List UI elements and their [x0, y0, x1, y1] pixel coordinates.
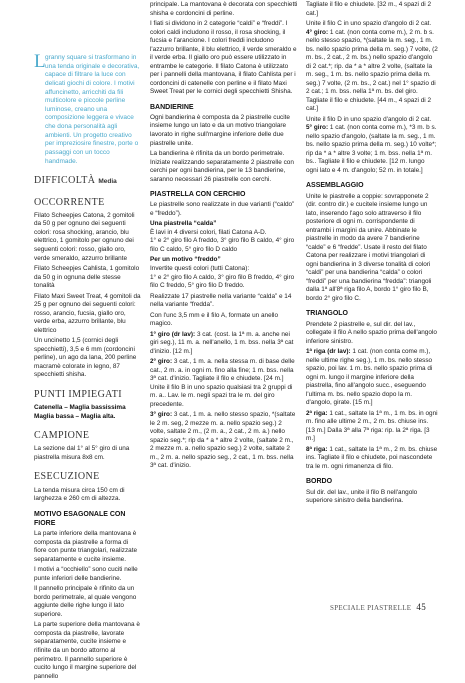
occorrente-text-4: Un uncinetto 1,5 (cornici degli specchietti), 3,5 e 6 mm (cordoncini perline), un ago da lana, 200 perline macramè colorate in legno, 87 specchietti shisha.	[34, 337, 137, 379]
campione-text: La sezione dal 1° al 5° giro di una piastrella misura 8x8 cm.	[34, 445, 130, 461]
giro-2	[150, 358, 298, 409]
campione-heading: CAMPIONE	[34, 430, 90, 442]
motivo-text-2: I motivi a “occhiello” sono cuciti nelle punte inferiori delle bandierine.	[34, 566, 138, 582]
bandierine-heading: BANDIERINE	[150, 103, 194, 111]
difficolta-heading	[34, 174, 142, 187]
assemblaggio-text: Unite le piastrelle a coppie: sovrapponete 2 (dir. contro dir.) e cucitele insieme lungo un lato, inserendo l'ago solo attraverso il filo posteriore di ogni m. corrispondente di entrambi i margini da unire. Abbinate le piastrelle in modo da avere 7 bandierine “calde” e 6 “fredde”. Usate il resto del filato Catona per realizzare i motivi triangolari di ogni bandierina in 3 diverse tonalità di colori “caldi” per una bandierina “calda” o colori “freddi” per una bandierina “fredda”: triangoli dalla 1ª all'8ª riga filo A, bordo 1° giro filo B, bordo 2° giro filo C.	[306, 192, 432, 302]
giro-3-text: 3 cat., 1 m. a. nello stesso spazio, *(saltate le 2 m. seg, 2 mezze m. a. nello spazio seg.) 2 volte, saltate 2 m., (2 m. a., 2 cat., 2 m. a.) nello spazio seg.*; rip da * a * altre 2 volte, (saltate 2 m., 2 mezze m. a. nello spazio seg.) 2 volte, saltate 2 m., 2 m. a. nello spazio seg., 2 cat., 1 m. bss. nella 3ª cat. d'inizio.	[150, 411, 296, 470]
fredda-text-4: Con l'unc 3,5 mm e il filo A, formate un anello magico.	[150, 311, 279, 328]
riga-8-text: 1 cat., saltate la 1ª m., 2 m. bs. chiuse ins. Tagliate il filo e chiudete, poi nascondete tra le m. ogni rimanenza di filo.	[306, 445, 438, 470]
motivo-text-4: La parte superiore della mantovana è composta da piastrelle, lavorate separatamente, cucite insieme e rifinite da un bordo attorno al perimetro. Il pannello superiore è cucito lungo il margine superiore del pannello	[34, 621, 140, 680]
punti-text-2: Maglia bassa – Maglia alta.	[34, 412, 116, 420]
fredda-text-2: 1° e 2° giro filo A caldo, 3° giro filo B freddo, 4° giro filo C freddo, 5° giro filo D freddo.	[150, 273, 295, 290]
giro-2-text: 3 cat., 1 m. a. nella stessa m. di base delle cat., 2 m. a. in ogni m. fino alla fine; 1 m. bss. nella 3ª cat. d'inizio. Tagliate il filo e chiudete. [24 m.] Unite il filo B in uno spazio qualsiasi tra 2 gruppi di m. a.. Lav. le m. negli spazi tra le m. del giro precedente.	[150, 358, 295, 408]
right-text-3: Unite il filo D in uno spazio d'angolo di 2 cat.	[306, 115, 432, 123]
occorrente-text-3: Filato Maxi Sweet Treat, 4 gomitoli da 25 g per ognuno dei seguenti colori: rosso, arancio, fucsia, giallo oro, verde erba, azzurro brillante, blu elettrico	[34, 292, 141, 334]
giro-4-label: 4° giro:	[306, 28, 329, 36]
piastrella-text: Le piastrelle sono realizzate in due varianti (“caldo” e “freddo”).	[150, 201, 295, 217]
riga-2-label: 2ª riga:	[306, 409, 328, 417]
punti-heading: PUNTI IMPIEGATI	[34, 388, 122, 400]
giro-5-label: 5° giro:	[306, 124, 329, 132]
giro-1	[150, 331, 298, 357]
page-footer	[330, 602, 426, 612]
motivo-text: La parte inferiore della mantovana è composta da piastrelle a forma di fiore con punte triangolari, realizzate separatamente e cucite insieme.	[34, 530, 138, 563]
triangolo-heading: TRIANGOLO	[306, 310, 348, 318]
calda-text-2: 1° e 2° giro filo A freddo, 3° giro filo B caldo, 4° giro filo C caldo, 5° giro filo D caldo	[150, 237, 295, 253]
right-text-1: Tagliate il filo e chiudete. [32 m., 4 spazi di 2 cat.]	[306, 1, 432, 17]
giro-1-label: 1° giro (dr lav):	[150, 330, 196, 338]
fredda-heading: Per un motivo “freddo”	[150, 256, 221, 264]
left-column	[34, 51, 142, 683]
esecuzione-text: La tenda misura circa 150 cm di larghezza e 260 cm di altezza.	[34, 486, 125, 503]
calda-text: È lavi in 4 diversi colori, filati Catona A-D.	[150, 228, 267, 236]
difficolta-level: Media	[98, 178, 117, 186]
giro-3-label: 3° giro:	[150, 411, 173, 419]
mid-text-2: I fiati si dividono in 2 categorie “caldi” e “freddi”. I colori caldi includono il rosso, il rosa shocking, il fucsia e l'arancione. I colori freddi includono l'azzurro brillante, il blu elettrico, il verde smeraldo e il verde erba. Il giallo oro può essere utilizzato in entrambe le categorie. Il filato Catona è utilizzato per i pannelli della mantovana, il filato Cahlista per i cordoncini di catenelle con perline e il filato Maxi Sweet Treat per le cornici degli specchietti Shisha.	[150, 20, 297, 96]
intro-text: granny square si trasformano in una tenda originale e decorativa, capace di filtrare la luce con delicati giochi di colore. I motivi affuncinetto, arricchiti da fili multicolore e piccole perline luminose, creano una composizione leggera e vivace che dona personalità agli ambienti. Un progetto creativo per impreziosire finestre, porte o passaggi con un tocco handmade.	[45, 54, 140, 165]
occorrente-text: Filato Scheepjes Catona, 2 gomitoli da 50 g per ognuno dei seguenti colori: rosa shocking, arancio, blu elettrico, 1 gomitolo per ognuno dei seguenti colori: rosso, giallo oro, verde smeraldo, azzurro brillante	[34, 211, 135, 262]
middle-column	[150, 1, 298, 473]
giro-3	[150, 411, 298, 471]
bordo-heading: BORDO	[306, 478, 333, 486]
page-number: 45	[416, 602, 427, 612]
motivo-heading: MOTIVO ESAGONALE CON FIORE	[34, 510, 126, 527]
giro-5	[306, 124, 438, 175]
giro-2-label: 2° giro:	[150, 358, 173, 366]
occorrente-text-2: Filato Scheepjes Cahlista, 1 gomitolo da 50 g in ognuna delle stesse tonalità	[34, 265, 140, 290]
riga-2-text: 1 cat., saltate la 1ª m., 1 m. bs. in ogni m. fino alle ultime 2 m., 2 m. bs. chiuse ins. [13 m.] Dalla 3ª alla 7ª riga: rip. la 2ª riga. [3 m.]	[306, 409, 438, 443]
giro-4-text: 1 cat. (non conta come m.), 2 m. b s. nello stesso spazio, *(saltate la m. seg., 1 m. bs. nello spazio prima della m. seg.) 7 volte, (2 m. bs., 2 cat., 2 m. bs.) nello spazio d'angolo di 2 cat.*; rip. da * a * altre 2 volte, (saltate la m. seg., 1 m. bs. nello spazio prima della m. seg.) 7 volte, (2 m. bs., 2 cat.) nel 1° spazio di 2 cat.; 1 m. bss. nella 1ª m. bs. del giro. Tagliate il filo e chiudete. [44 m., 4 spazi di 2 cat.]	[306, 28, 438, 113]
assemblaggio-heading: ASSEMBLAGGIO	[306, 182, 364, 190]
triangolo-text: Prendete 2 piastrelle e, sul dir. del lav., collegate il filo A nello spazio prima dell'angolo inferiore sinistro.	[306, 320, 437, 345]
giro-4	[306, 29, 438, 114]
bandierine-text: Ogni bandierina è composta da 2 piastrelle cucite insieme lungo un lato e da un motivo triangolare lavorato in righe sull'margine inferiore delle due piastrelle unite.	[150, 113, 290, 147]
bandierine-text-2: La bandierina è rifinita da un bordo perimetrale. Iniziate realizzando separatamente 2 piastrelle con cerchi per ogni bandierina, per le 13 bandierine, saranno necessari 26 piastrelle con cerchi.	[150, 150, 294, 183]
riga-1	[306, 348, 438, 408]
footer-section: SPECIALE PIASTRELLE	[330, 604, 412, 612]
difficolta-title: DIFFICOLTÀ	[34, 175, 96, 187]
piastrella-heading: PIASTRELLA CON CERCHIO	[150, 191, 246, 199]
fredda-text: Invertite questi colori (tutti Catona):	[150, 265, 250, 272]
riga-2	[306, 410, 438, 444]
giro-1-text: 3 cat. (cost. la 1ª m. a. anche nei giri seg.), 11 m. a. nell'anello, 1 m. bss. nella 3ª cat d'inizio. [12 m.]	[150, 330, 294, 355]
riga-8-label: 8ª riga:	[306, 445, 328, 453]
bordo-text: Sul dir. del lav., unite il filo B nell'angolo superiore sinistro della bandierina.	[306, 488, 418, 505]
giro-5-text: 1 cat. (non conta come m.), *3 m. b s. nello spazio d'angolo, (saltate la m. seg., 1 m. bs. nello spazio prima della m. seg.) 10 volte*; rip da * a * altre 3 volte; 1 m. bss. nella 1ª m. bs.. Tagliate il filo e chiudete. [12 m. lungo ogni lato e 4 m. d'angolo; 52 m. in totale.]	[306, 124, 437, 174]
riga-1-text: 1 cat. (non conta come m.), nelle ultime righe seg.), 1 m. bs. nello stesso spazio, poi lav. 1 m. bs. nello spazio prima di ogni m. lungo il margine inferiore della piastrella, fino all'angolo succ., eseguendo l'ultima m. bs. nello spazio dopo la m. d'angolo, girate. [15 m.]	[306, 348, 433, 407]
punti-text: Catenella – Maglia bassissima	[34, 404, 126, 412]
motivo-text-3: Il pannello principale è rifinito da un bordo perimetrale, al quale vengono aggiunte delle righe lungo il lato superiore.	[34, 585, 137, 618]
mid-text-1: principale. La mantovana è decorata con specchietti shisha e cordoncini di perline.	[150, 1, 298, 17]
esecuzione-heading: ESECUZIONE	[34, 471, 100, 483]
drop-cap: L	[34, 51, 46, 72]
right-column	[306, 1, 438, 508]
fredda-text-3: Realizzate 17 piastrelle nella variante “calda” e 14 nella variante “fredda”.	[150, 292, 292, 309]
riga-8	[306, 446, 438, 472]
right-text-2: Unite il filo C in uno spazio d'angolo di 2 cat.	[306, 20, 432, 28]
calda-heading: Una piastrella “calda”	[150, 220, 217, 228]
occorrente-heading: OCCORRENTE	[34, 196, 105, 208]
riga-1-label: 1ª riga (dr lav):	[306, 348, 351, 356]
intro-paragraph	[34, 51, 142, 166]
